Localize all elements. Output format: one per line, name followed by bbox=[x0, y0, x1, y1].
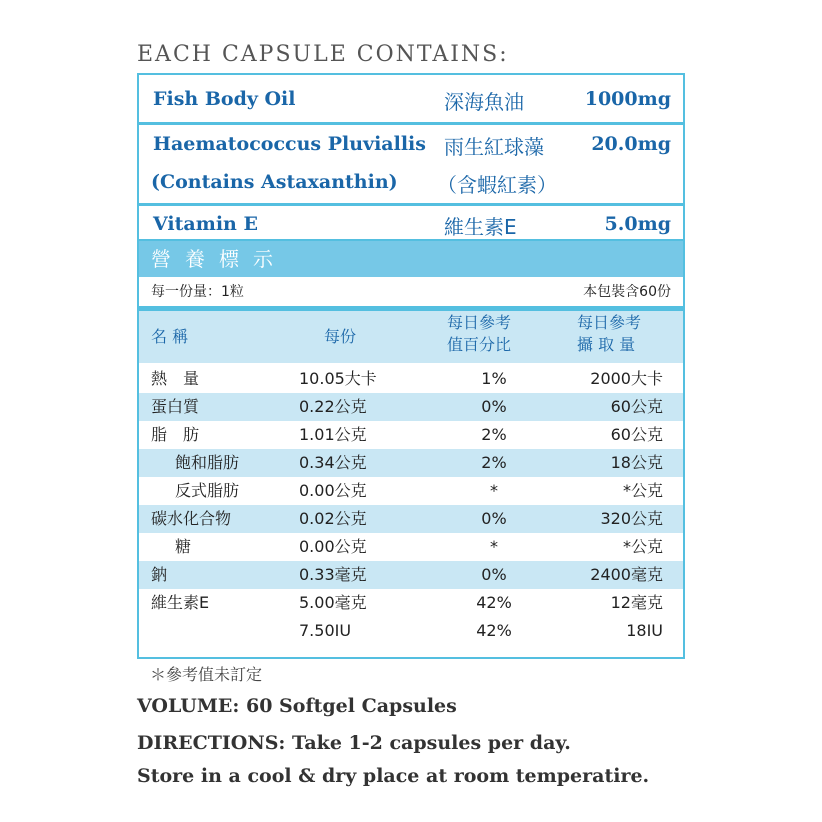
dv-percent: 2% bbox=[481, 453, 507, 472]
ingredient-name-en: Fish Body Oil bbox=[153, 88, 296, 110]
ingredient-row bbox=[139, 203, 683, 241]
dv-intake: 60公克 bbox=[610, 397, 663, 416]
nutrient-name: 鈉 bbox=[151, 565, 168, 584]
table-row bbox=[139, 589, 683, 617]
per-serving-value: 0.00公克 bbox=[299, 537, 367, 556]
header-dv-intake-line1: 每日參考 bbox=[577, 313, 642, 332]
nutrient-name: 飽和脂肪 bbox=[175, 453, 240, 472]
table-row bbox=[139, 477, 683, 505]
table-row bbox=[139, 421, 683, 449]
dv-intake: 12毫克 bbox=[610, 593, 663, 612]
header-per-serving: 每份 bbox=[324, 327, 357, 346]
per-serving-value: 0.22公克 bbox=[299, 397, 367, 416]
per-serving-value: 10.05大卡 bbox=[299, 369, 377, 388]
storage-text: Store in a cool & dry place at room temperatire. bbox=[137, 765, 650, 787]
dv-intake: 2000大卡 bbox=[590, 369, 663, 388]
dv-intake: *公克 bbox=[622, 481, 663, 500]
per-serving-value: 0.33毫克 bbox=[299, 565, 367, 584]
ingredient-amount: 20.0mg bbox=[591, 133, 671, 155]
dv-intake: 18IU bbox=[626, 621, 663, 640]
ingredient-name-zh: 雨生紅球藻 bbox=[444, 135, 544, 159]
per-serving-value: 0.00公克 bbox=[299, 481, 367, 500]
dv-percent: 42% bbox=[476, 621, 512, 640]
nutrient-name: 脂 肪 bbox=[151, 425, 200, 444]
ingredient-name-en: Vitamin E bbox=[153, 213, 258, 235]
header-dv-pct-line2: 值百分比 bbox=[447, 335, 512, 354]
ingredient-row bbox=[139, 75, 683, 125]
ingredient-subnote-zh: （含蝦紅素） bbox=[437, 173, 557, 197]
table-header bbox=[139, 311, 683, 363]
dv-percent: * bbox=[490, 481, 498, 500]
table-row bbox=[139, 533, 683, 561]
dv-percent: 1% bbox=[481, 369, 507, 388]
nutrition-title: 營養標示 bbox=[139, 241, 683, 277]
dv-intake: 60公克 bbox=[610, 425, 663, 444]
ingredient-subnote-en: (Contains Astaxanthin) bbox=[151, 171, 398, 193]
table-row bbox=[139, 617, 683, 647]
table-row bbox=[139, 449, 683, 477]
serving-info bbox=[139, 277, 683, 311]
per-serving-value: 5.00毫克 bbox=[299, 593, 367, 612]
ingredient-name-en: Haematococcus Pluviallis bbox=[153, 133, 426, 155]
dv-intake: 2400毫克 bbox=[590, 565, 663, 584]
dv-percent: 0% bbox=[481, 397, 507, 416]
dv-percent: 0% bbox=[481, 509, 507, 528]
nutrient-name: 熱 量 bbox=[151, 369, 200, 388]
nutrient-name: 蛋白質 bbox=[151, 397, 200, 416]
dv-intake: 18公克 bbox=[610, 453, 663, 472]
table-row bbox=[139, 561, 683, 589]
table-row bbox=[139, 365, 683, 393]
ingredient-amount: 1000mg bbox=[584, 88, 671, 110]
serving-size: 每一份量：1粒 bbox=[151, 284, 244, 300]
header-dv-intake-line2: 攝 取 量 bbox=[577, 335, 636, 354]
header-dv-pct-line1: 每日參考 bbox=[447, 313, 512, 332]
per-serving-value: 7.50IU bbox=[299, 621, 352, 640]
directions-text: DIRECTIONS: Take 1-2 capsules per day. bbox=[137, 732, 571, 754]
dv-percent: * bbox=[490, 537, 498, 556]
ingredient-name-zh: 深海魚油 bbox=[444, 90, 524, 114]
dv-percent: 42% bbox=[476, 593, 512, 612]
volume-text: VOLUME: 60 Softgel Capsules bbox=[137, 695, 457, 717]
per-serving-value: 0.02公克 bbox=[299, 509, 367, 528]
servings-per-pack: 本包裝含60份 bbox=[583, 284, 671, 300]
ingredient-name-zh: 維生素E bbox=[444, 215, 517, 239]
dv-intake: *公克 bbox=[622, 537, 663, 556]
nutrient-name: 糖 bbox=[175, 537, 192, 556]
per-serving-value: 1.01公克 bbox=[299, 425, 367, 444]
section-heading: EACH CAPSULE CONTAINS: bbox=[137, 42, 509, 67]
nutrition-facts-table bbox=[137, 241, 685, 659]
table-row bbox=[139, 505, 683, 533]
nutrient-name: 反式脂肪 bbox=[175, 481, 240, 500]
ingredient-row bbox=[139, 125, 683, 203]
per-serving-value: 0.34公克 bbox=[299, 453, 367, 472]
nutrient-name: 碳水化合物 bbox=[151, 509, 232, 528]
dv-intake: 320公克 bbox=[600, 509, 663, 528]
capsule-contents-box bbox=[137, 73, 685, 241]
table-row bbox=[139, 393, 683, 421]
dv-percent: 2% bbox=[481, 425, 507, 444]
footnote: ＊參考值未訂定 bbox=[150, 665, 263, 684]
nutrient-name: 維生素E bbox=[151, 593, 210, 612]
ingredient-amount: 5.0mg bbox=[604, 213, 671, 235]
dv-percent: 0% bbox=[481, 565, 507, 584]
header-name: 名 稱 bbox=[151, 327, 189, 346]
